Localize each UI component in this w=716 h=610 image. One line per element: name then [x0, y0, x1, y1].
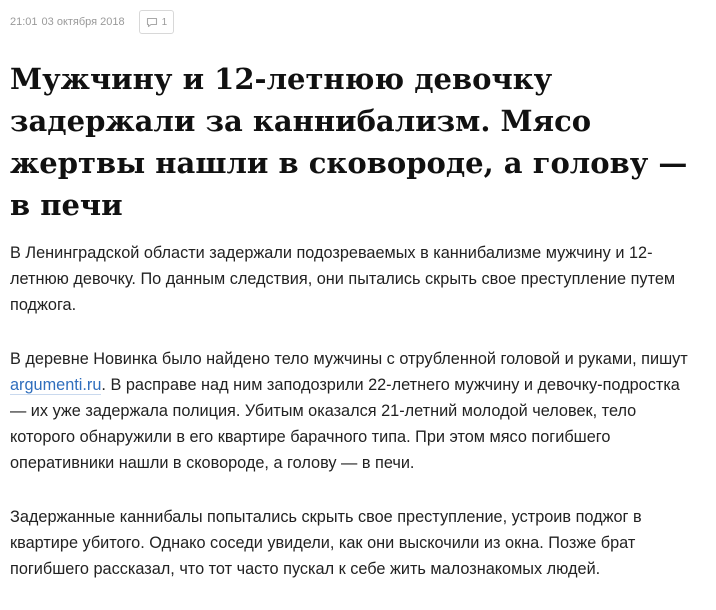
paragraph-2-text-end: . В расправе над ним заподозрили 22-летнего мужчину и девочку-подростка — их уже задержала полиция. Убитым оказался 21-летний молодой человек, тело которого обнаружили в его квартире барачного типа. При этом мясо погибшего оперативники нашли в сковороде, а голову — в печи. — [10, 376, 680, 472]
comment-icon — [146, 17, 158, 28]
publish-time: 21:01 — [10, 16, 38, 28]
article-body — [10, 240, 700, 610]
paragraph-2-text-start: В деревне Новинка было найдено тело мужчины с отрубленной головой и руками, пишут — [10, 350, 688, 368]
article-meta — [10, 10, 174, 34]
article-title: Мужчину и 12-летнюю девочку задержали за каннибализм. Мясо жертвы нашли в сковороде, а голову — в печи — [10, 62, 688, 222]
comments-count: 1 — [161, 16, 168, 28]
article-paragraph-1: В Ленинградской области задержали подозреваемых в каннибализме мужчину и 12-летнюю девочку. По данным следствия, они пытались скрыть свое преступление путем поджога. — [10, 244, 676, 314]
source-link[interactable]: argumenti.ru — [10, 376, 102, 394]
article-paragraph-2 — [10, 346, 700, 476]
comments-button[interactable] — [139, 10, 175, 34]
publish-date: 03 октября 2018 — [41, 16, 125, 28]
article-paragraph-3: Задержанные каннибалы попытались скрыть свое преступление, устроив поджог в квартире убитого. Однако соседи увидели, как они выскочили из окна. Позже брат погибшего рассказал, что тот часто пускал к себе жить малознакомых людей. — [10, 508, 642, 578]
